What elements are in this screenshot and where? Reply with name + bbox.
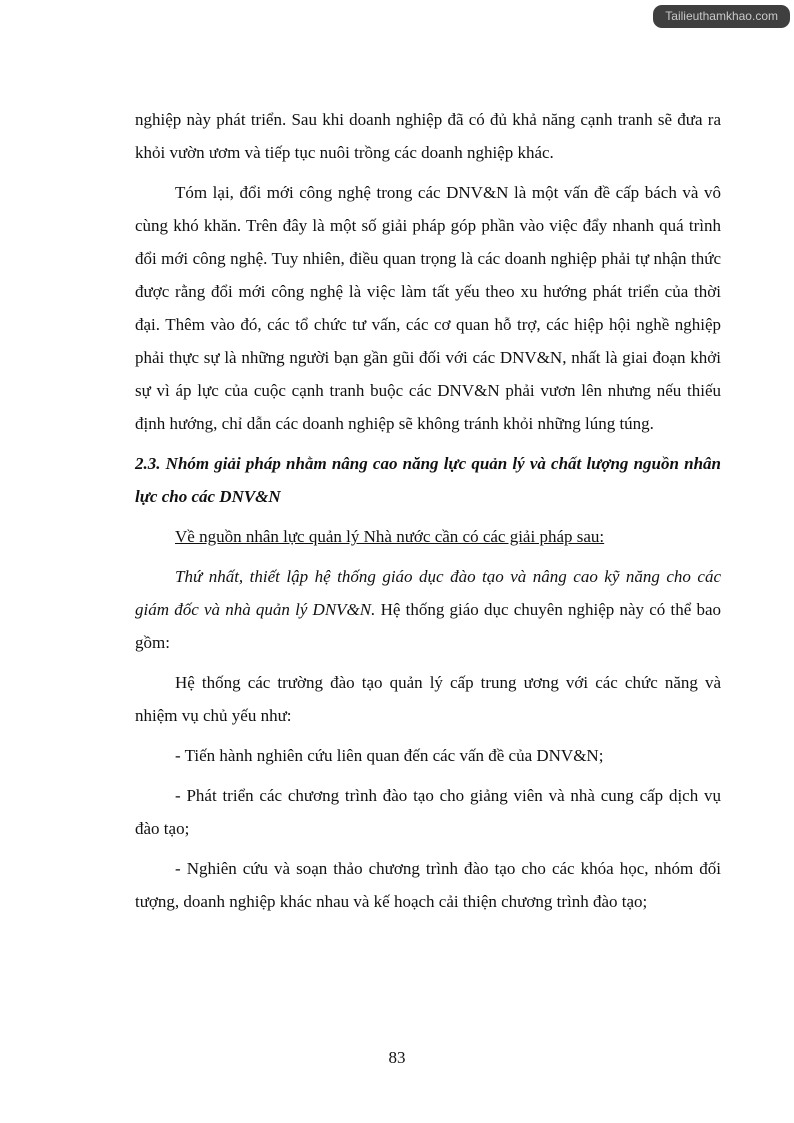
bullet-item-2: - Phát triển các chương trình đào tạo cho giảng viên và nhà cung cấp dịch vụ đào tạo; (135, 786, 721, 838)
underlined-lead-text: Về nguồn nhân lực quản lý Nhà nước cần có các giải pháp sau: (175, 527, 605, 546)
bullet-item-3: - Nghiên cứu và soạn thảo chương trình đào tạo cho các khóa học, nhóm đối tượng, doanh nghiệp khác nhau và kế hoạch cải thiện chương trình đào tạo; (135, 859, 721, 911)
italic-lead-text: Thứ nhất, thiết lập hệ thống giáo dục đào tạo và nâng cao kỹ năng cho các giám đốc và nhà quản lý DNV&N. (135, 567, 721, 619)
paragraph-training-system: Hệ thống các trường đào tạo quản lý cấp trung ương với các chức năng và nhiệm vụ chủ yếu như: (135, 673, 721, 725)
page-number: 83 (388, 1048, 406, 1067)
paragraph-summary: Tóm lại, đổi mới công nghệ trong các DNV&N là một vấn đề cấp bách và vô cùng khó khăn. Trên đây là một số giải pháp góp phần vào việc đẩy nhanh quá trình đổi mới công nghệ. Tuy nhiên, điều quan trọng là các doanh nghiệp phải tự nhận thức được rằng đổi mới công nghệ là việc làm tất yếu theo xu hướng phát triển của thời đại. Thêm vào đó, các tổ chức tư vấn, các cơ quan hỗ trợ, các hiệp hội nghề nghiệp phải thực sự là những người bạn gần gũi đối với các DNV&N, nhất là giai đoạn khởi sự vì áp lực của cuộc cạnh tranh buộc các DNV&N phải vươn lên nhưng nếu thiếu định hướng, chỉ dẫn các doanh nghiệp sẽ không tránh khỏi những lúng túng. (135, 183, 721, 433)
paragraph-first-solution (135, 560, 721, 659)
bullet-item-1: - Tiến hành nghiên cứu liên quan đến các vấn đề của DNV&N; (175, 746, 604, 765)
paragraph-continuation: nghiệp này phát triển. Sau khi doanh nghiệp đã có đủ khả năng cạnh tranh sẽ đưa ra khỏi vườn ươm và tiếp tục nuôi trồng các doanh nghiệp khác. (135, 110, 721, 162)
document-body (135, 103, 721, 925)
underlined-lead-line (135, 520, 721, 553)
watermark-badge: Tailieuthamkhao.com (653, 5, 790, 28)
section-heading: 2.3. Nhóm giải pháp nhằm nâng cao năng lực quản lý và chất lượng nguồn nhân lực cho các DNV&N (135, 454, 721, 506)
paragraph-rest-text: Hệ thống giáo dục chuyên nghiệp này có thể bao gồm: (135, 600, 722, 652)
